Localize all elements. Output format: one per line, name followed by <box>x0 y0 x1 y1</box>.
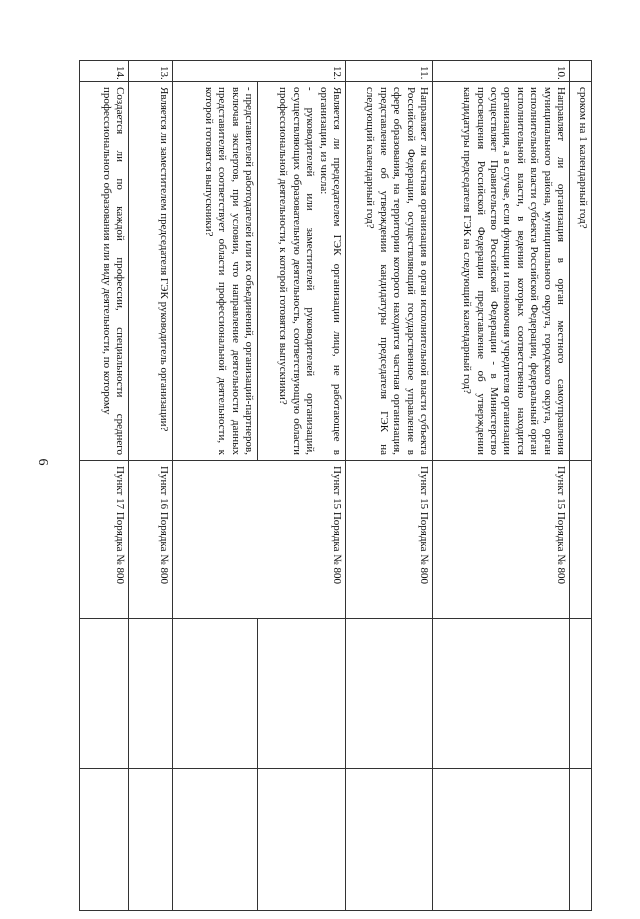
reference-cell: Пункт 16 Порядка № 800 <box>129 461 173 619</box>
table-row-10 <box>433 61 570 911</box>
answer-cell <box>570 619 592 769</box>
question-text: Является ли председателем ГЭК организации лицо, не работающее в организации, из числа: <box>317 87 343 455</box>
comment-cell <box>570 769 592 911</box>
reference-cell: Пункт 15 Порядка № 800 <box>433 461 570 619</box>
table-row-12 <box>258 61 346 911</box>
table-row-14 <box>80 61 129 911</box>
answer-cell <box>173 619 258 769</box>
comment-cell <box>433 769 570 911</box>
question-cell: Является ли заместителем председателя ГЭК руководитель организации? <box>129 82 173 461</box>
row-number: 11. <box>346 61 433 82</box>
question-cell: сроком на 1 календарный год? <box>570 82 592 461</box>
answer-cell <box>258 619 346 769</box>
question-cell: Создается ли по каждой профессии, специальности среднего профессионального образования или виду деятельности, по которому <box>80 82 129 461</box>
reference-cell: Пункт 17 Порядка № 800 <box>80 461 129 619</box>
reference-cell: Пункт 15 Порядка № 800 <box>346 461 433 619</box>
row-number: 13. <box>129 61 173 82</box>
checklist-table <box>79 60 592 911</box>
page-number: 6 <box>35 458 50 466</box>
table-row-13 <box>129 61 173 911</box>
row-number: 12. <box>173 61 346 82</box>
row-number: 14. <box>80 61 129 82</box>
row-number: 10. <box>433 61 570 82</box>
row-number <box>570 61 592 82</box>
rotated-table-container <box>80 60 592 910</box>
question-cell: Направляет ли частная организация в орган исполнительной власти субъекта Российской Федерации, осуществляющий государственное управление в сфере образования, на территории которого находится частная организация, представление об утверждении кандидатуры председателя ГЭК на следующий календарный год? <box>346 82 433 461</box>
question-subitem: - руководителей или заместителей руководителей организаций, осуществляющих образовательную деятельность, соответствующую области профессиональной деятельности, к которой готовятся выпускники? <box>277 87 317 455</box>
answer-cell <box>346 619 433 769</box>
reference-cell: Пункт 15 Порядка № 800 <box>173 461 346 619</box>
table-row-continuation <box>570 61 592 911</box>
table-row-11 <box>346 61 433 911</box>
comment-cell <box>346 769 433 911</box>
comment-cell <box>173 769 258 911</box>
comment-cell <box>129 769 173 911</box>
answer-cell <box>80 619 129 769</box>
answer-cell <box>433 619 570 769</box>
reference-cell <box>570 461 592 619</box>
question-subitem: - представителей работодателей или их объединений, организаций-партнеров, включая экспертов, при условии, что направление деятельности данных представителей соответствует области профессиональной деятельности, к которой готовятся выпускники? <box>173 82 258 461</box>
comment-cell <box>258 769 346 911</box>
comment-cell <box>80 769 129 911</box>
answer-cell <box>129 619 173 769</box>
question-cell: Направляет ли организация в орган местного самоуправления муниципального района, муниципального округа, городского округа, орган исполнительной власти субъекта Российской Федерации, федеральный орган исполнительной власти, в ведении которых соответственно находится организация, а в случае, если функции и полномочия учредителя организации осуществляет Правительство Российской Федерации - в Министерство просвещения Российской Федерации представление об утверждении кандидатуры председателя ГЭК на следующий календарный год? <box>433 82 570 461</box>
question-cell <box>258 82 346 461</box>
